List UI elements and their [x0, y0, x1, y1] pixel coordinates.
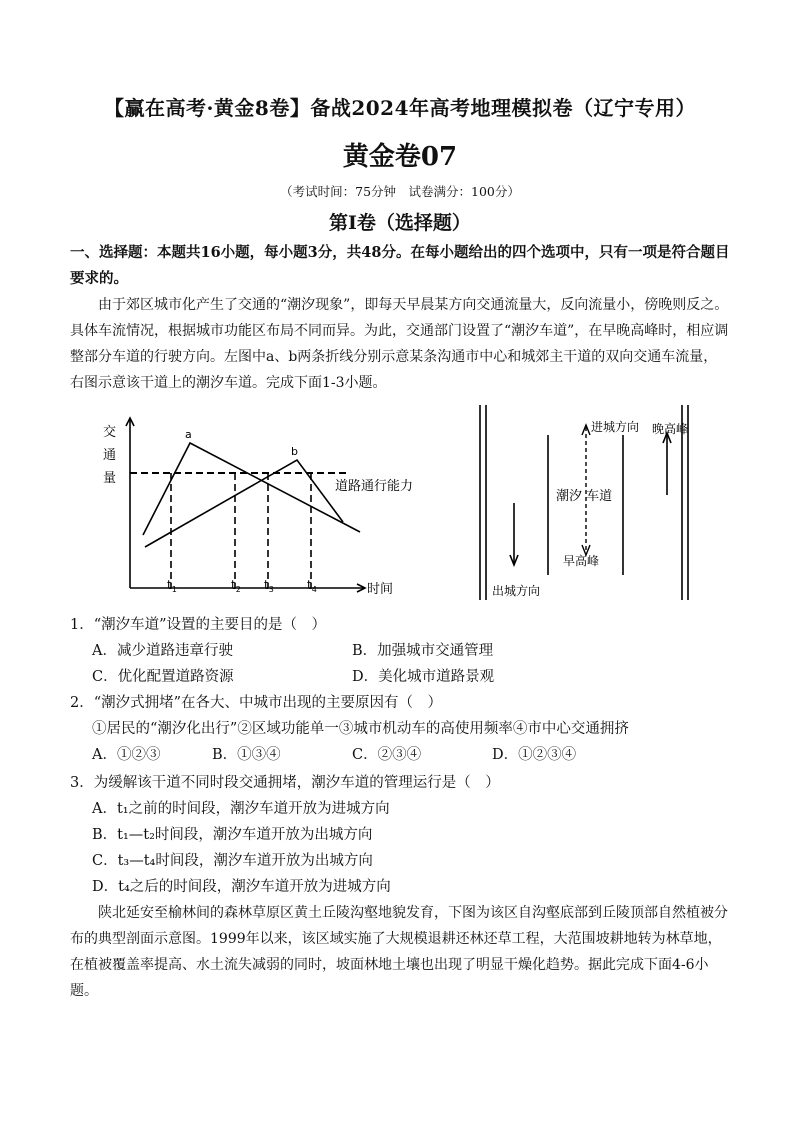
evening-peak-label: 晚高峰 [652, 422, 689, 436]
figure-axes [126, 418, 365, 592]
q2-option-a[interactable]: A．①②③ [92, 747, 161, 763]
traffic-volume-figure [95, 410, 425, 605]
tidal-lane-label: 潮汐 车道 [556, 489, 613, 504]
question-3-stem: 3．为缓解该干道不同时段交通拥堵，潮汐车道的管理运行是（ ） [70, 775, 500, 791]
q3-option-d[interactable]: D．t₄之后的时间段，潮汐车道开放为进城方向 [92, 879, 391, 895]
y-axis-label-line-1: 交 [103, 425, 117, 440]
q3-option-b[interactable]: B．t₁—t₂时间段，潮汐车道开放为出城方向 [92, 827, 373, 843]
peak-a-label: a [185, 428, 192, 441]
q2-option-d[interactable]: D．①②③④ [492, 747, 577, 763]
q1-option-c[interactable]: C．优化配置道路资源 [92, 669, 234, 685]
t1-label: $t_1$ [167, 578, 177, 594]
tidal-lane-figure [468, 405, 708, 605]
passage-1: 由于郊区城市化产生了交通的“潮汐现象”，即每天早晨某方向交通流量大，反向流量小，傍晚则反之。具体车流情况，根据城市功能区布局不同而异。为此，交通部门设置了“潮汐车道”，在早晚高峰时，相应调整部分车道的行驶方向。左图中a、b两条折线分别示意某条沟通市中心和城郊主干道的双向交通车流量，右图示意该干道上的潮汐车道。完成下面1-3小题。 [70, 297, 729, 391]
section-title: 第Ⅰ卷（选择题） [329, 212, 471, 234]
outbound-label: 出城方向 [492, 584, 541, 598]
inbound-label: 进城方向 [591, 420, 640, 434]
y-axis-label-line-2: 通 [103, 448, 117, 463]
header-title: 【赢在高考·黄金8卷】备战2024年高考地理模拟卷（辽宁专用） [103, 96, 697, 120]
paper-title: 黄金卷07 [342, 142, 458, 172]
peak-b-label: b [291, 445, 298, 458]
q1-option-d[interactable]: D．美化城市道路景观 [352, 669, 495, 685]
evening-peak-arrow [663, 433, 671, 495]
x-axis-label: 时间 [367, 582, 394, 597]
t4-label: $t_4$ [307, 578, 317, 594]
question-2-stem: 2．“潮汐式拥堵”在各大、中城市出现的主要原因有（ ） [70, 695, 443, 711]
capacity-label: 道路通行能力 [335, 479, 414, 494]
exam-info: （考试时间：75分钟 试卷满分：100分） [280, 184, 520, 199]
t3-label: $t_3$ [264, 578, 274, 594]
time-markers [171, 473, 311, 588]
t2-label: $t_2$ [231, 578, 241, 594]
instruction: 一、选择题：本题共16小题，每小题3分，共48分。在每小题给出的四个选项中，只有一项是符合题目要求的。 [70, 244, 730, 287]
passage-2: 陕北延安至榆林间的森林草原区黄土丘陵沟壑地貌发育，下图为该区自沟壑底部到丘陵顶部自然植被分布的典型剖面示意图。1999年以来，该区域实施了大规模退耕还林还草工程，大范围坡耕地转为林草地，在植被覆盖率提高、水土流失减弱的同时，坡面林地土壤也出现了明显干燥化趋势。据此完成下面4-6小题。 [70, 905, 728, 999]
q2-option-b[interactable]: B．①③④ [212, 747, 281, 763]
q1-option-b[interactable]: B．加强城市交通管理 [352, 643, 494, 659]
y-axis-label-line-3: 量 [103, 471, 117, 486]
outbound-arrow [510, 503, 518, 565]
q1-option-a[interactable]: A．减少道路违章行驶 [92, 643, 233, 659]
morning-peak-label: 早高峰 [563, 554, 600, 568]
q3-option-c[interactable]: C．t₃—t₄时间段，潮汐车道开放为出城方向 [92, 853, 373, 869]
question-1-stem: 1．“潮汐车道”设置的主要目的是（ ） [70, 617, 327, 633]
line-a [143, 443, 360, 535]
question-2-statements: ①居民的“潮汐化出行”②区域功能单一③城市机动车的高使用频率④市中心交通拥挤 [92, 721, 629, 737]
q3-option-a[interactable]: A．t₁之前的时间段，潮汐车道开放为进城方向 [92, 801, 390, 817]
q2-option-c[interactable]: C．②③④ [352, 747, 422, 763]
